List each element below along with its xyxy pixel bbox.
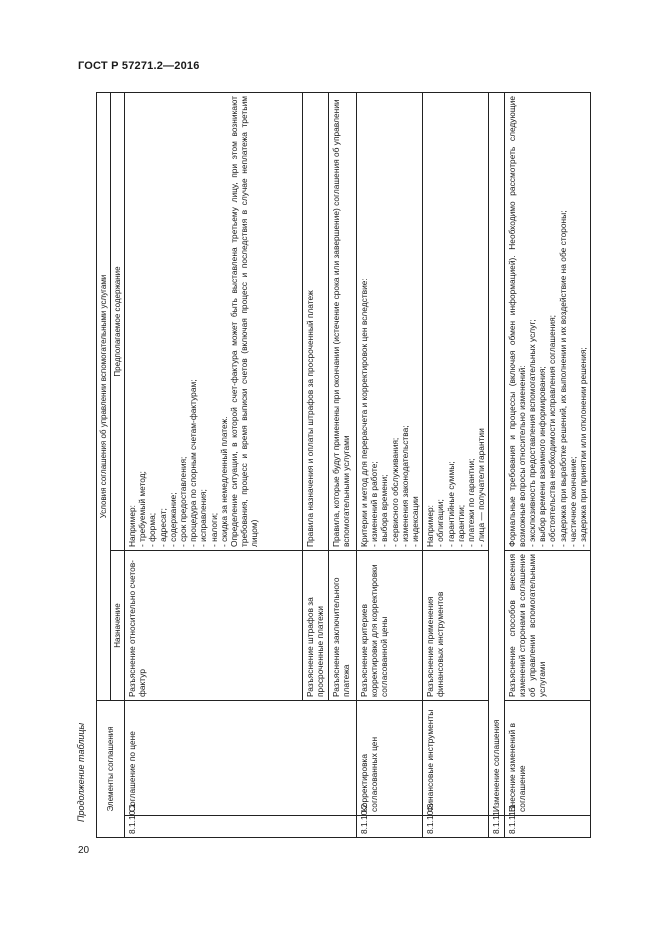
row-purpose: Разъяснение штрафов за просроченные платежи	[303, 551, 329, 701]
header-purpose: Назначение	[111, 551, 125, 701]
table-row	[357, 92, 423, 837]
list-item: - лица — получатели гарантии	[476, 428, 487, 547]
section-title: Изменение соглашения	[489, 92, 504, 815]
list-item: - изменения законодательства;	[399, 425, 410, 547]
table-row	[504, 92, 591, 837]
continuation-label: Продолжение таблицы	[76, 722, 86, 822]
agreement-table	[96, 92, 591, 838]
list-item: - содержание;	[167, 492, 178, 547]
table-row	[489, 92, 504, 837]
row-number: 8.1.11.1	[504, 816, 591, 838]
table-row	[423, 92, 489, 837]
content-intro: Например:	[127, 505, 137, 547]
row-content	[423, 92, 489, 550]
row-number: 8.1.10.3	[423, 816, 489, 838]
list-item: - задержка при выработке решений, их выполнении и их воздействие на обе стороны;	[557, 210, 568, 547]
header-conditions: Условия соглашения об управлении вспомогательными услугами	[97, 92, 111, 700]
content-extra: Определение ситуации, в которой счет-фактура может быть выставлена третьему лицу, при этом возникают требования, процесс и время выписки счетов (включая процесс и последствия в случае неплатежа третьим лицом)	[229, 95, 260, 547]
row-content	[504, 92, 591, 550]
row-element: Финансовые инструменты	[423, 701, 489, 816]
list-item: - процедура по спорным счетам-фактурам;	[188, 379, 199, 547]
row-element: Соглашение по цене	[125, 701, 357, 816]
content-list	[435, 96, 486, 547]
list-item: - платежи по гарантии;	[466, 458, 477, 547]
list-item: - адресат;	[157, 508, 168, 547]
content-list	[369, 96, 420, 547]
list-item: - требуемый метод;	[137, 471, 148, 547]
row-content: Правила, которые будут применены при окончании (истечение срока или завершение) соглашения об управлении вспомогательными услугами	[329, 92, 357, 550]
table-row	[125, 92, 303, 837]
list-item: - обстоятельства необходимости исправления соглашения;	[547, 315, 558, 547]
content-intro: Формальные требования и процессы (включая обмен информацией). Необходимо рассмотреть следующие возможные вопросы относительно изменений:	[506, 95, 527, 547]
row-purpose: Разъяснение относительно счетов-фактур	[125, 551, 303, 701]
list-item: - гарантийные суммы;	[445, 461, 456, 547]
row-content: Правила назначения и оплаты штрафов за просроченный платеж	[303, 92, 329, 550]
list-item: - изменений в работе;	[369, 461, 380, 547]
row-number: 8.1.10.1	[125, 816, 357, 838]
rotated-table-wrapper	[96, 93, 588, 838]
row-purpose: Разъяснение способов внесения изменений сторонами в соглашение об управлении вспомогательными услугами	[504, 551, 591, 701]
list-item: - исправления;	[198, 489, 209, 547]
row-content	[357, 92, 423, 550]
document-header: ГОСТ Р 57271.2—2016	[78, 60, 200, 72]
list-item: - эксклюзивность предоставления вспомогательных услуг;	[527, 319, 538, 547]
content-list	[137, 96, 229, 547]
list-item: - сервисного обслуживания;	[389, 437, 400, 547]
row-number: 8.1.11	[489, 816, 504, 838]
row-purpose: Разъяснение заключительного платежа	[329, 551, 357, 701]
list-item: - налоги;	[208, 512, 219, 547]
content-list	[527, 96, 588, 547]
list-item: - срок предоставления;	[178, 456, 189, 547]
list-item: - частичное окончание;	[567, 456, 578, 547]
list-item: - гарантии;	[455, 504, 466, 547]
content-intro: Критерии и метод для перерасчета и корректировок цен вследствие:	[359, 278, 369, 547]
row-element: Корректировка согласованных цен	[357, 701, 423, 816]
row-content	[125, 92, 303, 550]
row-element: Внесение изменений в соглашение	[504, 701, 591, 816]
list-item: - скидка за немедленный платеж.	[218, 416, 229, 547]
row-purpose: Разъяснение применения финансовых инструментов	[423, 551, 489, 701]
list-item: - выбор времени взаимного информирования;	[537, 366, 548, 547]
list-item: - облигации;	[435, 499, 446, 547]
list-item: - задержка при принятии или отклонении решения;	[578, 347, 589, 547]
list-item: - форма;	[147, 512, 158, 547]
row-number: 8.1.10.2	[357, 816, 423, 838]
header-elements: Элементы соглашения	[97, 701, 125, 838]
content-intro: Например:	[425, 505, 436, 547]
list-item: - индексации	[410, 496, 421, 547]
list-item: - выбора времени;	[379, 474, 390, 547]
header-content: Предполагаемое содержание	[111, 92, 125, 550]
row-purpose: Разъяснение критериев корректировки для корректировки согласованной цены	[357, 551, 423, 701]
page-number: 20	[78, 845, 90, 856]
